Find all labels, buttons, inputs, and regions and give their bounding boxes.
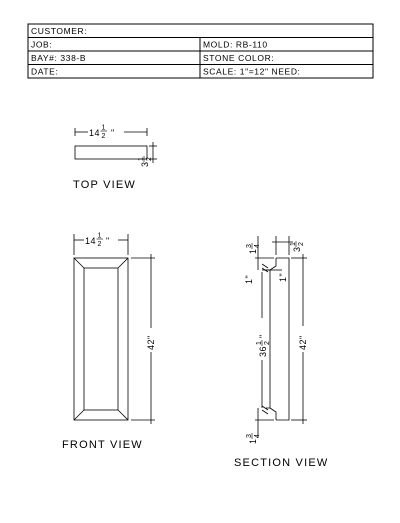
top-view-depth-frac-den: 2: [146, 157, 153, 161]
bevel-line: [118, 258, 128, 268]
section-inner-frac-den: 2: [264, 341, 271, 345]
section-bottom-lip-frac-den: 4: [254, 434, 261, 438]
section-depth-whole: 3: [292, 246, 302, 252]
section-view-label: SECTION VIEW: [234, 457, 329, 469]
section-depth-frac-num: 1: [290, 242, 297, 246]
section-inner-frac-num: 1: [256, 341, 263, 345]
front-view-width-frac-num: 1: [97, 232, 102, 240]
section-recess-right: 1": [278, 272, 288, 282]
section-bottom-lip-frac-num: 3: [246, 434, 253, 438]
front-view-inner-panel: [84, 268, 118, 410]
section-bottom-lip-whole: 1: [248, 438, 258, 444]
section-depth-frac-den: 2: [298, 242, 305, 246]
top-view-width-whole: 14: [89, 128, 101, 138]
section-depth-label: [290, 241, 305, 252]
front-view-width-frac-den: 2: [97, 241, 102, 248]
bevel-line: [118, 410, 128, 420]
section-top-lip-frac-den: 4: [254, 244, 261, 248]
section-top-lip-whole: 1: [248, 248, 258, 254]
section-top-lip-frac-num: 3: [246, 244, 253, 248]
top-view-depth-frac-num: 1: [138, 157, 145, 161]
front-view-label: FRONT VIEW: [62, 439, 143, 451]
stone-color-field: STONE COLOR:: [203, 53, 275, 63]
top-view-depth-label: [138, 156, 153, 167]
customer-field: CUSTOMER:: [31, 26, 88, 36]
section-inner-label: [256, 334, 271, 357]
bay-field: BAY#: 338-B: [31, 53, 87, 63]
section-recess-left: 1": [244, 274, 254, 284]
top-view-width-inch: ": [111, 128, 115, 138]
scale-need-field: SCALE: 1"=12" NEED:: [203, 66, 301, 77]
section-profile-face: [270, 258, 276, 420]
mold-field: MOLD: RB-110: [203, 39, 268, 50]
top-view-width-frac-num: 1: [101, 124, 106, 132]
top-view-label: TOP VIEW: [73, 179, 136, 191]
bevel-line: [74, 410, 84, 420]
front-view-height: 42": [146, 335, 156, 350]
section-inner-whole: 36: [258, 345, 268, 357]
date-field: DATE:: [31, 66, 59, 77]
front-view: [74, 234, 155, 424]
top-view-depth-whole: 3: [140, 161, 150, 167]
section-bottom-lip-label: [246, 433, 261, 444]
section-inner-inch: ": [258, 334, 268, 338]
front-view-width-whole: 14: [85, 236, 97, 246]
job-field: JOB:: [31, 39, 53, 50]
front-view-width-inch: ": [106, 236, 110, 246]
section-height: 42": [298, 335, 308, 350]
front-view-outer-outline: [74, 258, 128, 420]
section-top-lip-label: [246, 243, 261, 254]
tick-mark: [262, 264, 268, 268]
bevel-line: [74, 258, 84, 268]
top-view-outline: [75, 146, 147, 159]
tick-mark: [262, 410, 268, 414]
top-view-width-frac-den: 2: [101, 133, 106, 140]
